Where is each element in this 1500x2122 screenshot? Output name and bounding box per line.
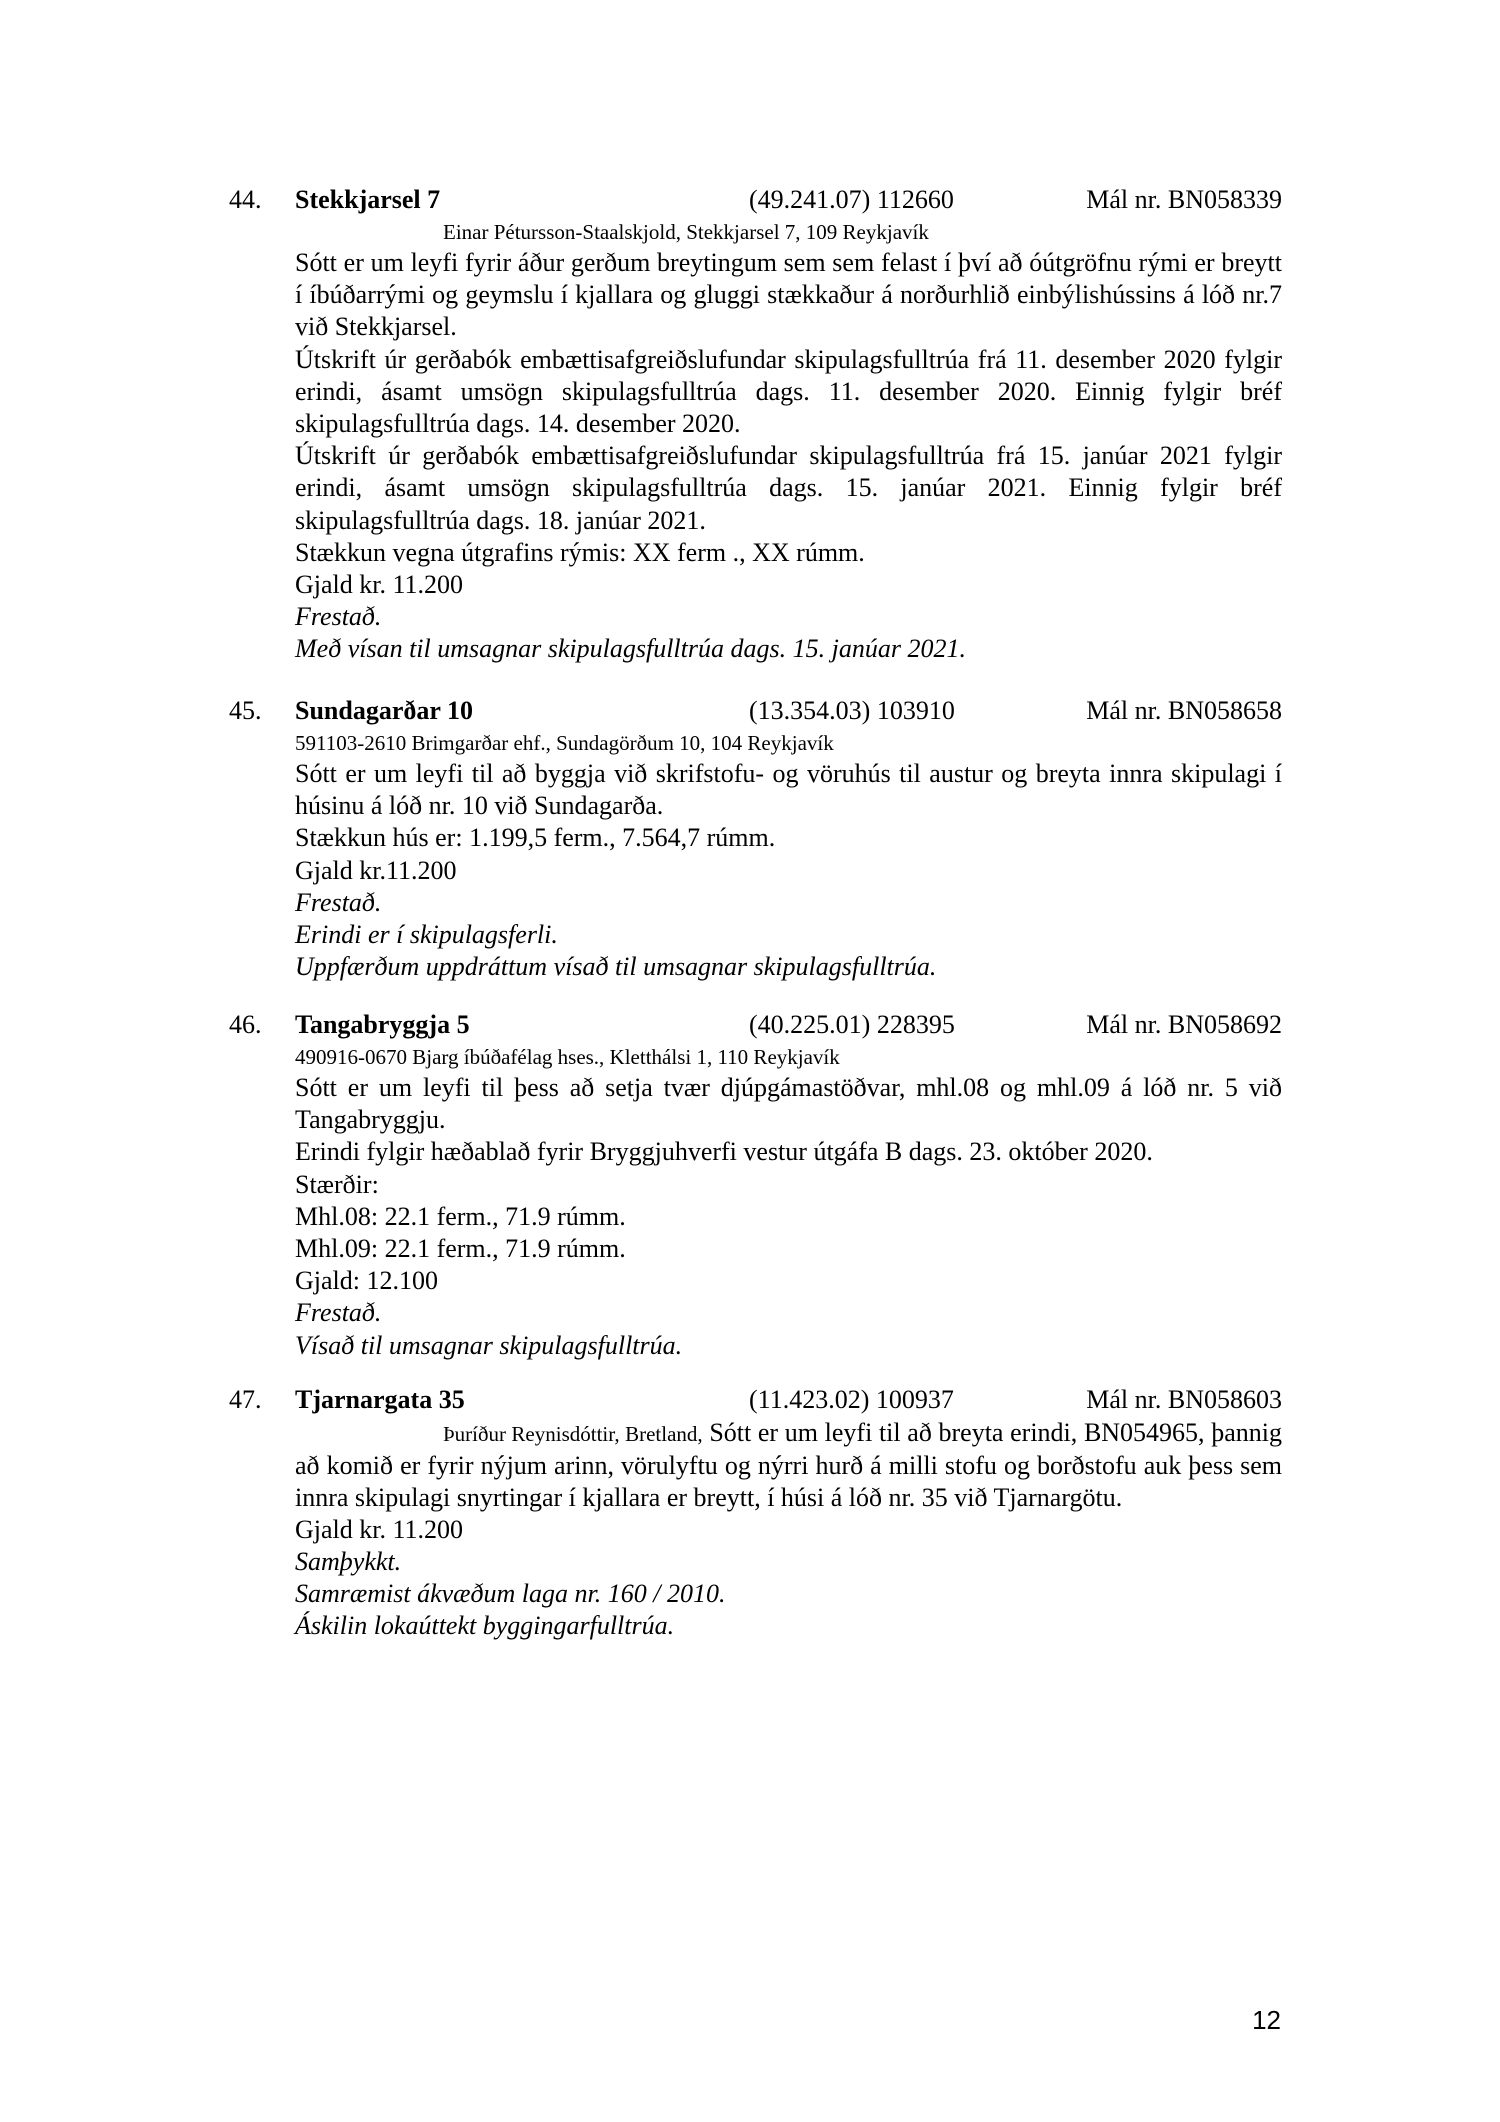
case-body [295, 247, 1282, 666]
applicant: 591103-2610 Brimgarðar ehf., Sundagörðum 10, 104 Reykjavík [295, 731, 834, 755]
fee: Gjald: 12.100 [295, 1266, 438, 1296]
case-address: Tjarnargata 35 [295, 1385, 465, 1414]
case-body [295, 758, 1282, 983]
case-header [229, 183, 1282, 217]
case-number: 47. [229, 1385, 262, 1414]
applicant: Þuríður Reynisdóttir, Bretland, [443, 1422, 703, 1446]
paragraph [295, 1417, 1282, 1514]
decision: Samþykkt. [295, 1547, 402, 1576]
paragraph: Sótt er um leyfi fyrir áður gerðum breytingum sem sem felast í því að óútgröfnu rými er breytt í íbúðarrými og geymslu í kjallara og gluggi stækkaður á norðurhlið einbýlishússins á lóð nr.7 við Stekkjarsel. [295, 248, 1282, 342]
case-reference: Mál nr. BN058658 [1086, 696, 1282, 725]
land-number: (11.423.02) 100937 [749, 1385, 954, 1414]
paragraph: Erindi fylgir hæðablað fyrir Bryggjuhverfi vestur útgáfa B dags. 23. október 2020. [295, 1137, 1153, 1167]
decision-note: Vísað til umsagnar skipulagsfulltrúa. [295, 1330, 683, 1360]
paragraph: Útskrift úr gerðabók embættisafgreiðslufundar skipulagsfulltrúa frá 15. janúar 2021 fylgir erindi, ásamt umsögn skipulagsfulltrúa dags. 15. janúar 2021. Einnig fylgir bréf skipulagsfulltrúa dags. 18. janúar 2021. [295, 441, 1282, 535]
paragraph: Stækkun hús er: 1.199,5 ferm., 7.564,7 rúmm. [295, 823, 776, 853]
case-body [295, 1072, 1282, 1362]
decision-note: Áskilin lokaúttekt byggingarfulltrúa. [295, 1611, 675, 1640]
case-item-47 [229, 1383, 1282, 1642]
paragraph: Stærðir: [295, 1169, 379, 1199]
case-body [295, 1417, 1282, 1642]
paragraph: Útskrift úr gerðabók embættisafgreiðslufundar skipulagsfulltrúa frá 11. desember 2020 fylgir erindi, ásamt umsögn skipulagsfulltrúa dags. 11. desember 2020. Einnig fylgir bréf skipulagsfulltrúa dags. 14. desember 2020. [295, 344, 1282, 439]
paragraph: Stækkun vegna útgrafins rýmis: XX ferm ., XX rúmm. [295, 537, 865, 567]
case-number: 45. [229, 696, 262, 725]
decision-note: Uppfærðum uppdráttum vísað til umsagnar skipulagsfulltrúa. [295, 952, 937, 982]
case-address: Stekkjarsel 7 [295, 185, 441, 214]
paragraph: Mhl.08: 22.1 ferm., 71.9 rúmm. [295, 1201, 626, 1231]
case-address: Tangabryggja 5 [295, 1010, 470, 1039]
paragraph: Sótt er um leyfi til þess að setja tvær djúpgámastöðvar, mhl.08 og mhl.09 á lóð nr. 5 við Tangabryggju. [295, 1073, 1282, 1135]
case-address: Sundagarðar 10 [295, 696, 473, 725]
case-reference: Mál nr. BN058603 [1086, 1385, 1282, 1414]
fee: Gjald kr. 11.200 [295, 570, 464, 600]
fee: Gjald kr. 11.200 [295, 1515, 464, 1544]
page-number: 12 [1252, 2005, 1281, 2035]
case-reference: Mál nr. BN058692 [1086, 1010, 1282, 1039]
case-header [229, 1383, 1282, 1417]
case-item-45 [229, 694, 1282, 983]
fee: Gjald kr.11.200 [295, 855, 457, 885]
case-item-46 [229, 1008, 1282, 1362]
decision-note: Samræmist ákvæðum laga nr. 160 / 2010. [295, 1579, 726, 1608]
applicant: 490916-0670 Bjarg íbúðafélag hses., Kletthálsi 1, 110 Reykjavík [295, 1045, 840, 1069]
case-number: 46. [229, 1010, 262, 1039]
paragraph: Mhl.09: 22.1 ferm., 71.9 rúmm. [295, 1234, 626, 1264]
case-number: 44. [229, 185, 262, 214]
decision-note: Með vísan til umsagnar skipulagsfulltrúa dags. 15. janúar 2021. [295, 634, 966, 664]
decision: Frestað. [295, 602, 382, 632]
paragraph-text: Sótt er um leyfi til að breyta erindi, BN054965, þannig að komið er fyrir nýjum arinn, vörulyftu og nýrri hurð á milli stofu og borðstofu auk þess sem innra skipulagi snyrtingar í kjallara er breytt, í húsi á lóð nr. 35 við Tjarnargötu. [295, 1418, 1282, 1512]
case-header [229, 694, 1282, 728]
decision: Frestað. [295, 887, 382, 917]
case-header [229, 1008, 1282, 1042]
land-number: (40.225.01) 228395 [749, 1010, 955, 1039]
case-item-44 [229, 183, 1282, 666]
applicant: Einar Pétursson-Staalskjold, Stekkjarsel 7, 109 Reykjavík [443, 220, 929, 244]
land-number: (49.241.07) 112660 [749, 185, 954, 214]
land-number: (13.354.03) 103910 [749, 696, 955, 725]
decision-note: Erindi er í skipulagsferli. [295, 920, 558, 950]
decision: Frestað. [295, 1298, 382, 1328]
paragraph: Sótt er um leyfi til að byggja við skrifstofu- og vöruhús til austur og breyta innra skipulagi í húsinu á lóð nr. 10 við Sundagarða. [295, 759, 1282, 821]
case-reference: Mál nr. BN058339 [1086, 185, 1282, 214]
